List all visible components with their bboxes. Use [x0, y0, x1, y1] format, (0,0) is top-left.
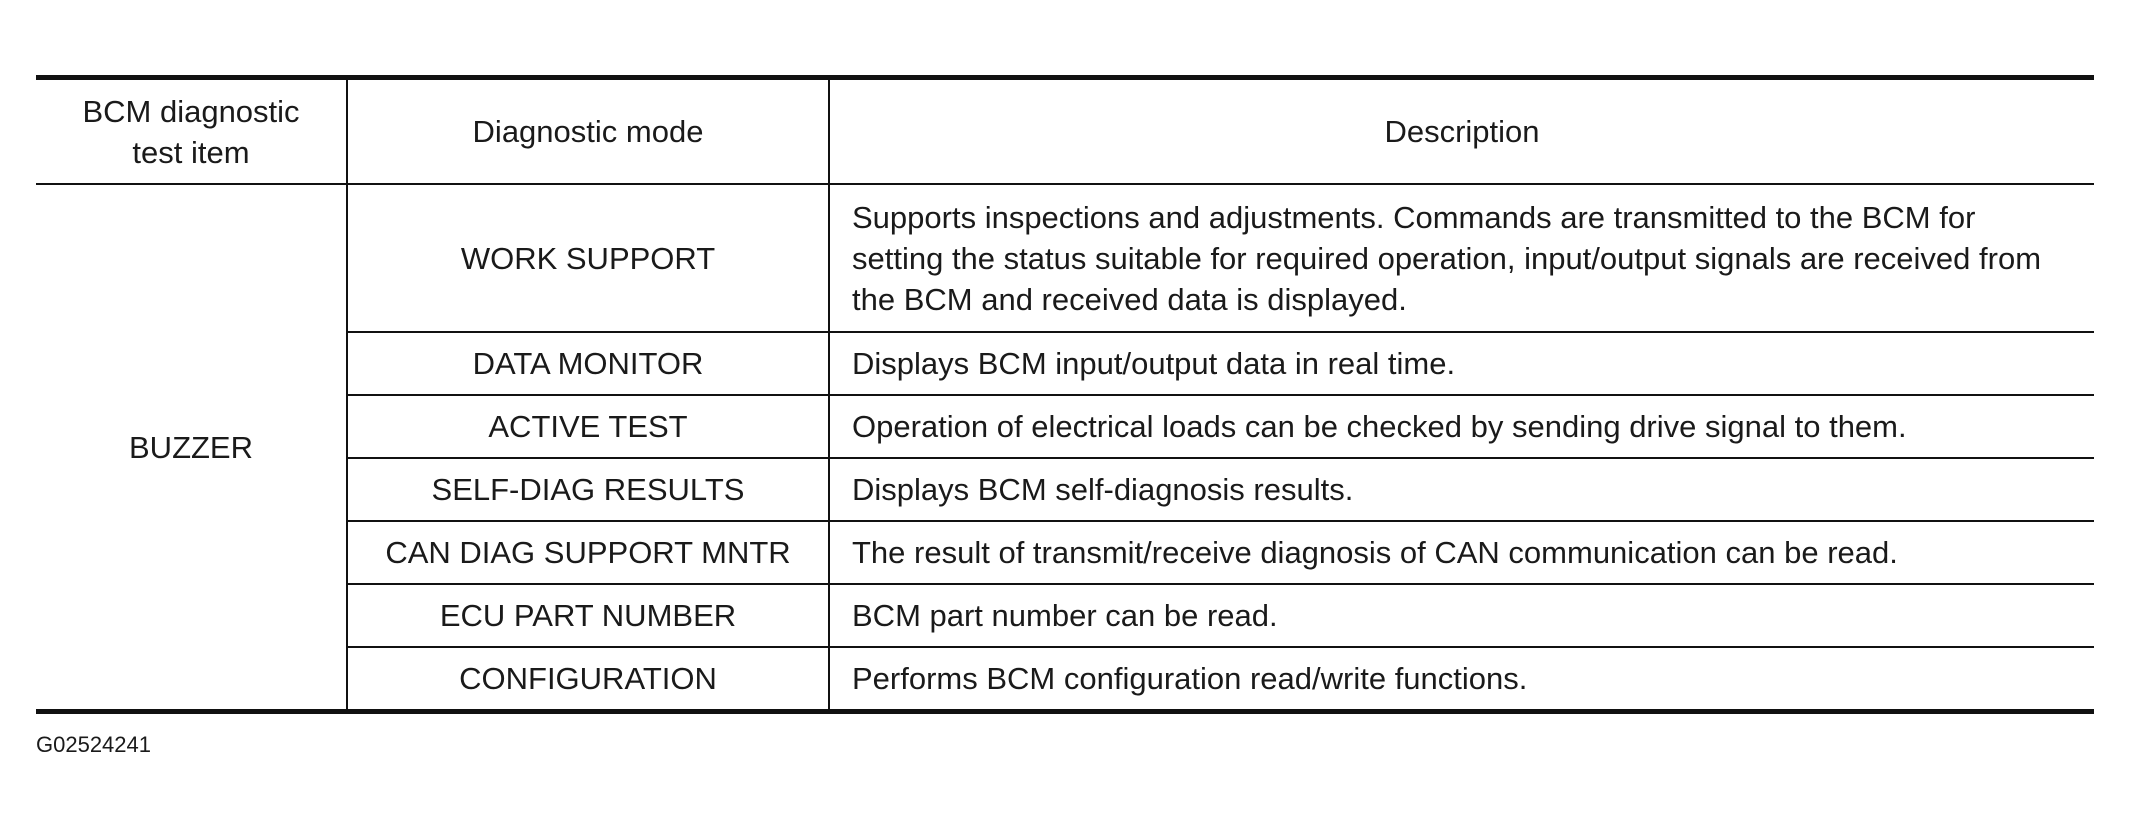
header-test-item: BCM diagnostic test item: [36, 78, 347, 185]
mode-cell: DATA MONITOR: [347, 332, 829, 395]
mode-cell: ECU PART NUMBER: [347, 584, 829, 647]
table-row: [36, 184, 2094, 332]
mode-cell: CONFIGURATION: [347, 647, 829, 712]
table-header-row: [36, 78, 2094, 185]
mode-cell: SELF-DIAG RESULTS: [347, 458, 829, 521]
mode-cell: ACTIVE TEST: [347, 395, 829, 458]
description-cell: Displays BCM self-diagnosis results.: [829, 458, 2094, 521]
mode-cell: WORK SUPPORT: [347, 184, 829, 332]
figure-id: G02524241: [36, 732, 151, 757]
description-cell: BCM part number can be read.: [829, 584, 2094, 647]
test-item-cell: BUZZER: [36, 184, 347, 712]
description-cell: Operation of electrical loads can be checked by sending drive signal to them.: [829, 395, 2094, 458]
header-description: Description: [829, 78, 2094, 185]
bcm-diagnostic-table: [36, 75, 2094, 714]
header-diagnostic-mode: Diagnostic mode: [347, 78, 829, 185]
mode-cell: CAN DIAG SUPPORT MNTR: [347, 521, 829, 584]
description-cell: The result of transmit/receive diagnosis of CAN communication can be read.: [829, 521, 2094, 584]
description-cell: Displays BCM input/output data in real time.: [829, 332, 2094, 395]
description-cell: Performs BCM configuration read/write functions.: [852, 661, 1528, 696]
description-cell: Supports inspections and adjustments. Commands are transmitted to the BCM for setting the status suitable for required operation, input/output signals are received from the BCM and received data is displayed.: [829, 184, 2094, 332]
